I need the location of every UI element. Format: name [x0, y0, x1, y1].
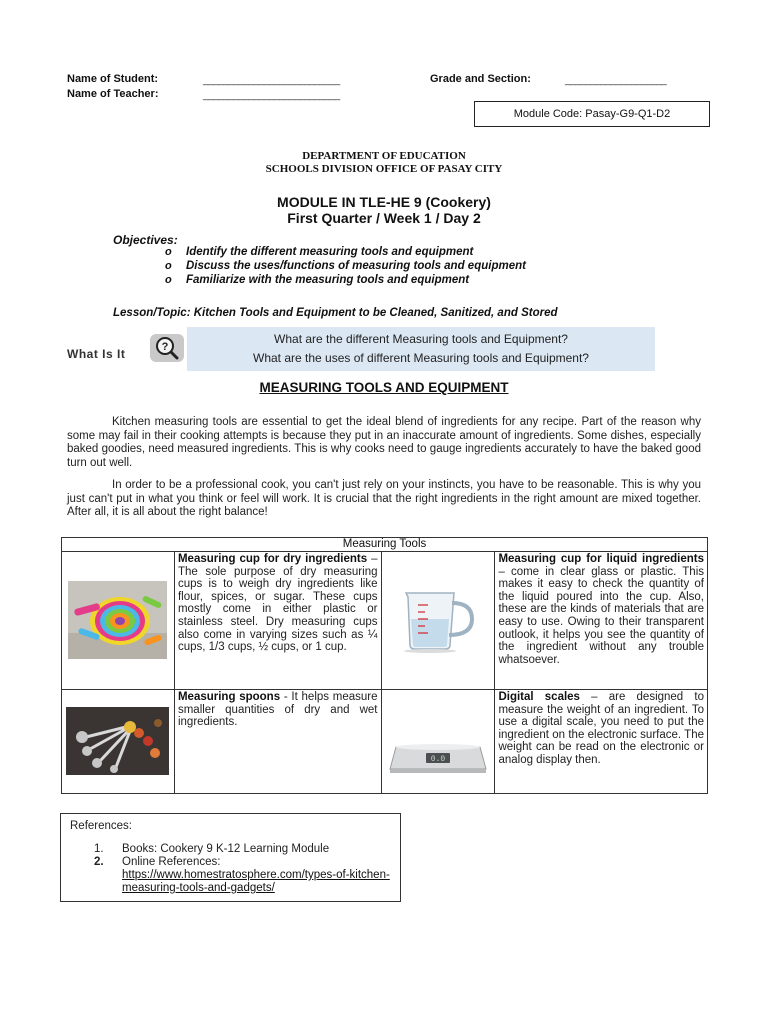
student-name-label: Name of Student: — [67, 73, 159, 85]
tool-description: - It helps measure smaller quantities of dry and wet ingredients. — [177, 691, 378, 729]
module-code: Module Code: Pasay-G9-Q1-D2 — [513, 108, 671, 120]
objective-text: Discuss the uses/functions of measuring tools and equipment — [186, 260, 526, 272]
objectives-heading: Objectives: — [113, 233, 178, 247]
tool-cell — [174, 690, 381, 794]
tool-cell — [495, 690, 708, 794]
tool-description: – The sole purpose of dry measuring cups is to weigh dry ingredients like flour, spices, or sugar. These cups mostly come in either plastic or stainless steel. Dry measuring cups also come in varying sizes such as ¼ cups, 1/3 cups, ½ cups, or 1 cup. — [177, 553, 378, 654]
references-heading: References: — [70, 820, 133, 832]
dry-measuring-cups-image — [68, 581, 167, 659]
bullet-icon: o — [165, 260, 172, 272]
liquid-measuring-cup-image — [398, 585, 478, 655]
tool-name: Digital scales — [498, 691, 580, 703]
intro-paragraph-2: In order to be a professional cook, you can't just rely on your instincts, you have to be reasonable. This is why you just can't put in what you think or feel will work. It is crucial that the right ingredients in the right amount are mixed together. After all, it is all about the right balance! — [67, 479, 701, 518]
reference-number: 1. — [94, 843, 104, 855]
question-2: What are the uses of different Measuring tools and Equipment? — [253, 351, 589, 365]
references-list — [94, 843, 391, 895]
table-row — [62, 552, 708, 690]
measuring-tools-table — [61, 537, 708, 794]
table-title: Measuring Tools — [62, 538, 708, 552]
reference-text: Books: Cookery 9 K-12 Learning Module — [122, 843, 330, 855]
module-title: MODULE IN TLE-HE 9 (Cookery) — [277, 194, 491, 210]
intro-paragraph-1: Kitchen measuring tools are essential to get the ideal blend of ingredients for any recipe. Part of the reason why some may fail in their cooking attempts is because they put in an inaccurate amount of ingredients. Some dishes, especially baked goodies, need measured ingredients. This is why cooks need to gauge ingredients accurately to have the baked good turn out well. — [67, 416, 701, 469]
tool-cell — [174, 552, 381, 690]
tool-cell — [495, 552, 708, 690]
student-name-field[interactable]: ___________________________ — [203, 75, 340, 86]
department-name: DEPARTMENT OF EDUCATION — [302, 150, 466, 162]
grade-section-label: Grade and Section: — [430, 73, 531, 85]
bullet-icon: o — [165, 274, 172, 286]
lesson-topic: Lesson/Topic: Kitchen Tools and Equipment to be Cleaned, Sanitized, and Stored — [113, 307, 558, 319]
tool-name: Measuring cup for liquid ingredients — [498, 553, 704, 565]
module-subtitle: First Quarter / Week 1 / Day 2 — [287, 210, 481, 226]
tool-name: Measuring spoons — [177, 691, 281, 703]
reference-link[interactable]: https://www.homestratosphere.com/types-of-kitchen-measuring-tools-and-gadgets/ — [122, 869, 390, 894]
what-is-it-label: What Is It — [67, 347, 126, 361]
tool-description: – come in clear glass or plastic. This makes it easy to check the quantity of the liquid poured into the cup. Also, these are the kinds of materials that are easy to use. Owing to their transparent outlook, it helps you see the quantity of the ingredient without any trouble whatsoever. — [498, 565, 704, 666]
tool-description: – are designed to measure the weight of an ingredient. To use a digital scale, you need to put the ingredient on the electronic surface. The weight can be read on the electronic or analog display then. — [498, 691, 704, 766]
question-magnifier-icon — [150, 334, 184, 362]
reference-item — [94, 843, 391, 856]
grade-section-field[interactable]: ____________________ — [565, 75, 667, 86]
svg-text:?: ? — [161, 341, 169, 353]
teacher-name-label: Name of Teacher: — [67, 88, 159, 100]
measuring-spoons-image — [66, 707, 169, 775]
reference-number: 2. — [94, 856, 104, 868]
bullet-icon: o — [165, 246, 172, 258]
module-code-box — [474, 101, 710, 127]
objective-text: Identify the different measuring tools and equipment — [186, 246, 474, 258]
question-1: What are the different Measuring tools and Equipment? — [274, 332, 568, 346]
what-is-it-questions — [187, 327, 655, 371]
table-row — [62, 690, 708, 794]
image-cell — [62, 552, 175, 690]
image-cell — [381, 690, 495, 794]
scale-display-reading: 0.0 — [430, 755, 446, 764]
tool-name: Measuring cup for dry ingredients — [177, 553, 368, 565]
objective-text: Familiarize with the measuring tools and equipment — [186, 274, 470, 286]
reference-text: Online References: — [122, 856, 221, 868]
digital-scale-image — [388, 707, 488, 775]
image-cell — [381, 552, 495, 690]
references-box — [60, 813, 401, 902]
image-cell — [62, 690, 175, 794]
division-name: SCHOOLS DIVISION OFFICE OF PASAY CITY — [265, 163, 503, 175]
section-title: MEASURING TOOLS AND EQUIPMENT — [259, 380, 509, 395]
teacher-name-field[interactable]: ___________________________ — [203, 90, 340, 101]
reference-item — [94, 856, 391, 895]
